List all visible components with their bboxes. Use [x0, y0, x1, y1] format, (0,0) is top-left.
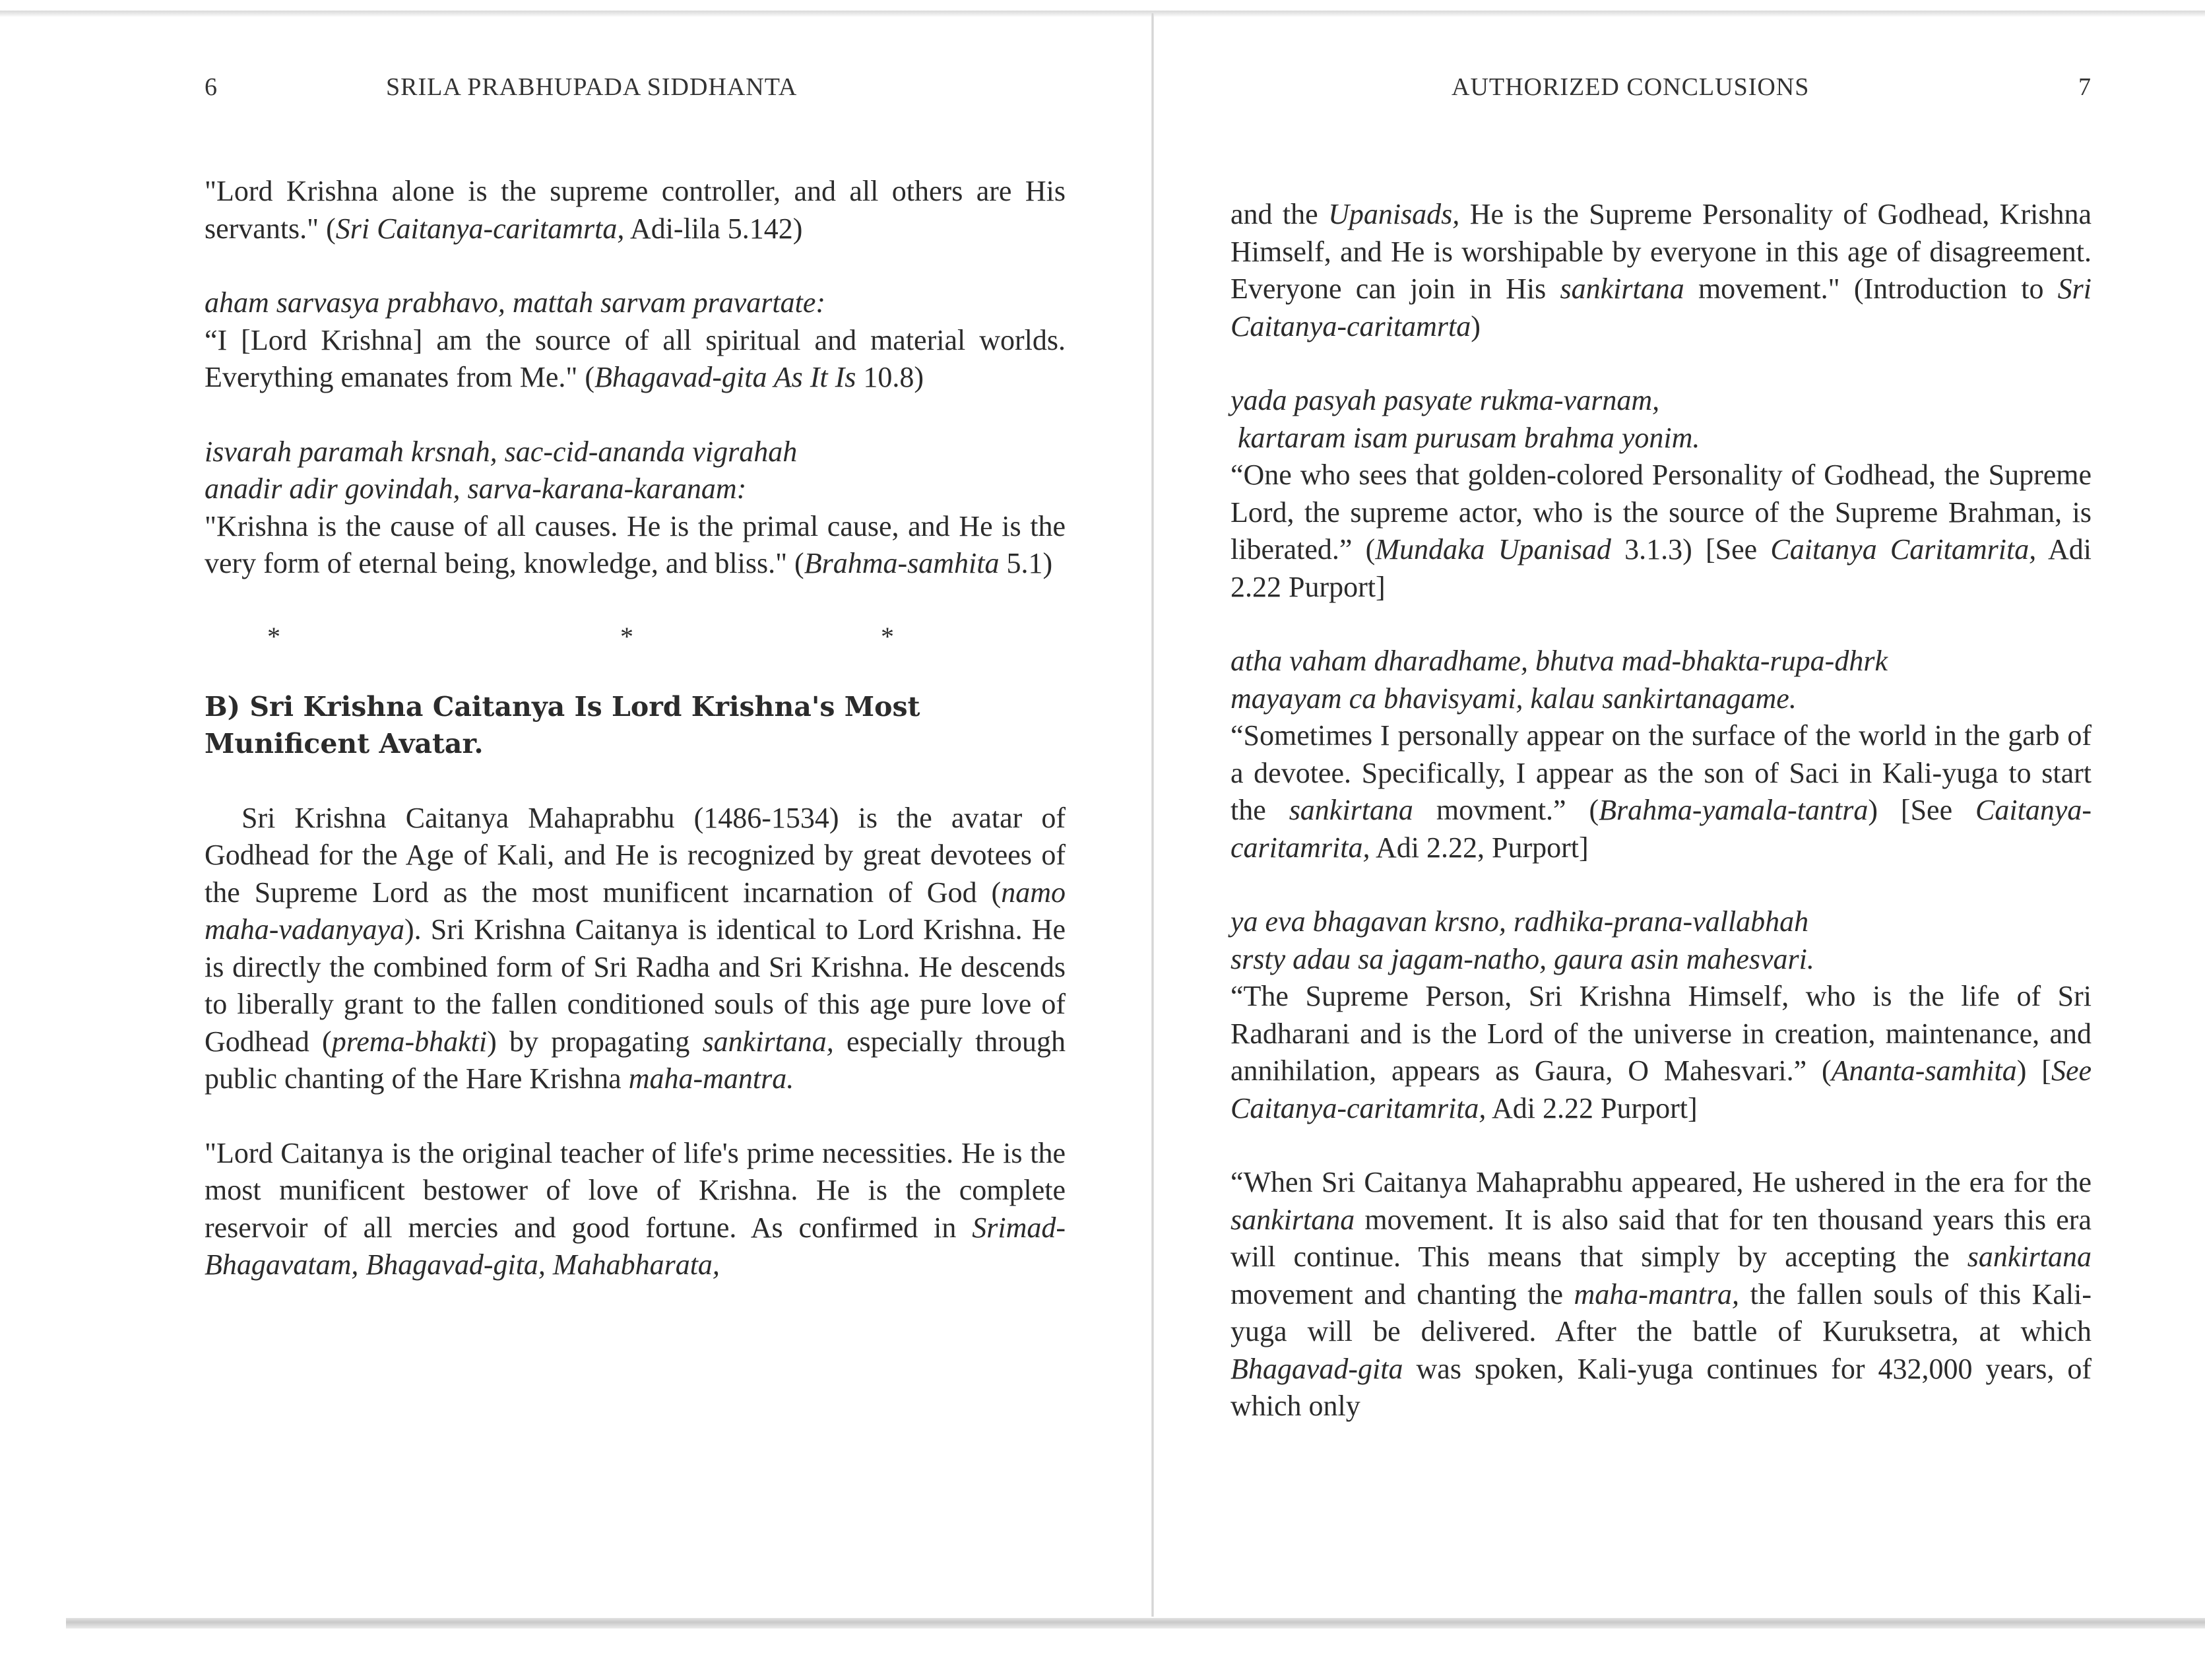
sanskrit-verse: ya eva bhagavan krsno, radhika-prana-vallabhah — [1230, 905, 1809, 938]
citation-ref: 10.8) — [856, 361, 924, 393]
quote-paragraph — [205, 173, 1066, 247]
body-text: the fallen souls of this Kali-yuga will be delivered. After the battle of Kuruksetra, at which — [1230, 1277, 2092, 1347]
body-text: movement. It is also said that for ten thousand years this era will continue. This means that simply by accepting the — [1230, 1203, 2092, 1273]
body-paragraph — [205, 800, 1066, 1098]
body-paragraph — [205, 1135, 1066, 1284]
citation-ref: 3.1.3) [See — [1611, 533, 1771, 565]
translation-text: “Sometimes I personally appear on the surface of the world in the garb of a devotee. Specifically, I appear as the son of Saci in Kali-yuga to start the — [1230, 719, 2092, 826]
divider-star: * — [881, 621, 894, 651]
citation: Bhagavad-gita As It Is — [594, 361, 856, 393]
citation: Ananta-samhita — [1831, 1054, 2017, 1087]
body-text: movement and chanting the — [1230, 1277, 1574, 1310]
left-page — [205, 0, 1066, 1610]
verse-translation — [1230, 457, 2092, 606]
citation-ref: Adi 2.22 Purport] — [1486, 1091, 1698, 1124]
italic-term: prema-bhakti — [331, 1025, 488, 1058]
italic-term: Sri Caitanya-caritamrta — [1230, 273, 2092, 342]
citation: Mundaka Upanisad — [1375, 533, 1611, 565]
citation: Brahma-samhita — [804, 547, 1000, 579]
divider-star: * — [267, 621, 280, 651]
translation-text: “The Supreme Person, Sri Krishna Himself, who is the life of Sri Radharani and is the Lord of the universe in creation, maintenance, and annihilation, appears as Gaura, O Mahesvari.” ( — [1230, 980, 2092, 1087]
body-text: ) — [1471, 309, 1481, 342]
translation-text: “I [Lord Krishna] am the source of all spiritual and material worlds. Everything emanates from Me." ( — [205, 323, 1066, 393]
right-page-number: 7 — [2078, 73, 2092, 101]
body-paragraph — [1230, 1164, 2092, 1425]
translation-text: "Krishna is the cause of all causes. He is the primal cause, and He is the very form of eternal being, knowledge, and bliss." ( — [205, 509, 1066, 579]
italic-term: namo maha-vadanyaya — [205, 876, 1066, 946]
italic-term: sankirtana — [1289, 794, 1413, 826]
translation-text: movment.” ( — [1413, 794, 1599, 826]
left-running-head — [205, 73, 1066, 112]
right-running-head — [1230, 73, 2092, 112]
sanskrit-verse: aham sarvasya prabhavo, mattah sarvam pravartate: — [205, 286, 826, 319]
citation: See Caitanya-caritamrita, — [1230, 1054, 2092, 1124]
body-text: and the — [1230, 198, 1329, 230]
right-body-text — [1230, 196, 2092, 1425]
body-text: ). Sri Krishna Caitanya is identical to Lord Krishna. He is directly the combined form of Sri Radha and Sri Krishna. He descends to liberally grant to the fallen conditioned souls of this age pure love of Godhead ( — [205, 913, 1066, 1058]
italic-term: Bhagavad-gita — [1230, 1352, 1403, 1385]
italic-term: Upanisads, — [1328, 198, 1460, 230]
italic-term: sankirtana — [1230, 1203, 1355, 1236]
citation-ref: 5.1) — [999, 547, 1053, 579]
sanskrit-verse: mayayam ca bhavisyami, kalau sankirtanagame. — [1230, 682, 1797, 715]
citation: Brahma-yamala-tantra — [1599, 794, 1869, 826]
body-text: He is the Supreme Personality of Godhead, Krishna Himself, and He is worshipable by everyone in this age of disagreement. Everyone can join in His — [1230, 198, 2092, 305]
citation-ref: ) [See — [1868, 794, 1976, 826]
verse-translation — [1230, 717, 2092, 866]
citation-ref: ) [ — [2016, 1054, 2051, 1087]
citation: Sri Caitanya-caritamrta, — [335, 212, 625, 245]
italic-term: maha-mantra. — [628, 1062, 794, 1095]
citation-ref: Adi 2.22 Purport] — [1230, 533, 2092, 603]
sanskrit-verse: yada pasyah pasyate rukma-varnam, — [1230, 384, 1660, 416]
quote-text: "Lord Krishna alone is the supreme controller, and all others are His servants." ( — [205, 175, 1066, 245]
sanskrit-verse: srsty adau sa jagam-natho, gaura asin mahesvari. — [1230, 942, 1814, 975]
left-running-title: SRILA PRABHUPADA SIDDHANTA — [386, 73, 798, 101]
body-text: movement." (Introduction to — [1684, 273, 2058, 305]
verse-translation — [205, 508, 1066, 583]
scan-edge-bottom — [66, 1618, 2205, 1629]
right-page — [1230, 0, 2092, 1610]
sanskrit-verse: anadir adir govindah, sarva-karana-karanam: — [205, 472, 747, 505]
italic-term: sankirtana — [1967, 1241, 2092, 1273]
right-running-title: AUTHORIZED CONCLUSIONS — [1452, 73, 1810, 101]
body-text: especially through public chanting of the Hare Krishna — [205, 1025, 1066, 1095]
citation: Caitanya-caritamrita, — [1230, 794, 2092, 864]
verse-translation — [1230, 978, 2092, 1127]
translation-text: “One who sees that golden-colored Personality of Godhead, the Supreme Lord, the supreme actor, who is the source of the Supreme Brahman, is liberated.” ( — [1230, 459, 2092, 565]
citation-ref: Adi 2.22, Purport] — [1370, 831, 1589, 864]
sanskrit-verse: isvarah paramah krsnah, sac-cid-ananda vigrahah — [205, 435, 798, 468]
verse-translation — [205, 322, 1066, 397]
body-text: “When Sri Caitanya Mahaprabhu appeared, He ushered in the era for the — [1230, 1166, 2092, 1198]
left-body-text — [205, 173, 1066, 1284]
italic-term: Srimad-Bhagavatam, Bhagavad-gita, Mahabharata, — [205, 1211, 1066, 1281]
body-text: Sri Krishna Caitanya Mahaprabhu (1486-1534) is the avatar of Godhead for the Age of Kali, and He is recognized by great devotees of the Supreme Lord as the most munificent incarnation of God ( — [205, 801, 1066, 909]
body-text: was spoken, Kali-yuga continues for 432,000 years, of which only — [1230, 1352, 2092, 1422]
sanskrit-verse: atha vaham dharadhame, bhutva mad-bhakta-rupa-dhrk — [1230, 645, 1888, 677]
book-gutter — [1151, 13, 1154, 1617]
citation: Caitanya Caritamrita, — [1770, 533, 2037, 565]
body-text: "Lord Caitanya is the original teacher of life's prime necessities. He is the most munificent bestower of love of Krishna. He is the complete reservoir of all mercies and good fortune. As confirmed in — [205, 1136, 1066, 1244]
italic-term: maha-mantra, — [1574, 1277, 1740, 1310]
sanskrit-verse: kartaram isam purusam brahma yonim. — [1230, 421, 1700, 454]
italic-term: sankirtana — [1560, 273, 1684, 305]
section-heading: B) Sri Krishna Caitanya Is Lord Krishna's Most Munificent Avatar. — [205, 690, 920, 759]
body-text: ) by propagating — [487, 1025, 703, 1058]
citation-ref: Adi-lila 5.142) — [624, 212, 803, 245]
section-divider — [205, 614, 1066, 651]
body-paragraph — [1230, 196, 2092, 345]
left-page-number: 6 — [205, 73, 218, 101]
italic-term: sankirtana, — [702, 1025, 834, 1058]
divider-star: * — [620, 621, 633, 651]
